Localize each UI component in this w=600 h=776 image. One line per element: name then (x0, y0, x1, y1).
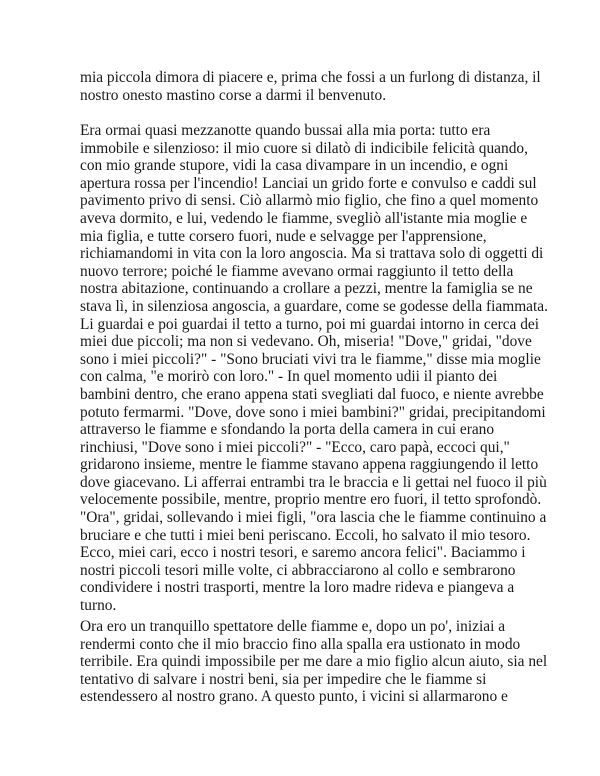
text-line: nostri piccoli tesori mille volte, ci abbracciarono al collo e sembrarono (80, 561, 516, 579)
text-line: Era ormai quasi mezzanotte quando bussai alla mia porta: tutto era (80, 122, 491, 139)
text-line: bambini dentro, che erano appena stati svegliati dal fuoco, e niente avrebbe (80, 385, 544, 403)
text-line: dove giacevano. Li afferrai entrambi tra le braccia e li gettai nel fuoco il più (80, 473, 547, 491)
text-line: mia piccola dimora di piacere e, prima che fossi a un furlong di distanza, il (80, 69, 541, 86)
text-line: sono i miei piccoli?" - "Sono bruciati vivi tra le fiamme," disse mia moglie (80, 350, 541, 368)
text-line: con mio grande stupore, vidi la casa divampare in un incendio, e ogni (80, 157, 509, 175)
text-line: tentativo di salvare i nostri beni, sia per impedire che le fiamme si (80, 670, 487, 688)
text-line: pavimento privo di sensi. Ciò allarmò mio figlio, che fino a quel momento (80, 192, 539, 210)
text-line: miei due piccoli; ma non si vedevano. Oh, miseria! "Dove," gridai, "dove (80, 333, 532, 351)
text-line: terribile. Era quindi impossibile per me dare a mio figlio alcun aiuto, sia nel (80, 653, 548, 671)
text-line: bruciare e che tutti i miei beni periscano. Eccoli, ho salvato il mio tesoro. (80, 526, 531, 544)
text-line: nuovo terrore; poiché le fiamme avevano ormai raggiunto il tetto della (80, 262, 514, 280)
text-line: stava lì, in silenziosa angoscia, a guardare, come se godesse della fiammata. (80, 297, 548, 315)
text-line: nostro onesto mastino corse a darmi il benvenuto. (80, 86, 387, 104)
text-line: Li guardai e poi guardai il tetto a turno, poi mi guardai intorno in cerca dei (80, 315, 540, 333)
text-line: immobile e silenzioso: il mio cuore si dilatò di indicibile felicità quando, (80, 139, 528, 157)
paragraph-1 (80, 69, 541, 104)
paragraph-3 (80, 618, 548, 706)
text-line: velocemente possibile, mentre, proprio mentre ero fuori, il tetto sprofondò. (80, 491, 542, 509)
text-line: apertura rossa per l'incendio! Lanciai un grido forte e convulso e caddi sul (80, 174, 537, 192)
text-line: Ora ero un tranquillo spettatore delle fiamme e, dopo un po', iniziai a (80, 618, 506, 635)
text-line: rinchiusi, "Dove sono i miei piccoli?" - "Ecco, caro papà, eccoci qui," (80, 438, 510, 456)
text-line: Ecco, miei cari, ecco i nostri tesori, e saremo ancora felici". Baciammo i (80, 544, 526, 562)
text-line: condividere i nostri trasporti, mentre la loro madre rideva e piangeva a (80, 579, 515, 597)
text-line: nostra abitazione, continuando a crollare a pezzi, mentre la famiglia se ne (80, 280, 533, 298)
text-line: "Ora", gridai, sollevando i miei figli, "ora lascia che le fiamme continuino a (80, 509, 547, 527)
text-line: attraverso le fiamme e sfondando la porta della camera in cui erano (80, 421, 495, 439)
text-line: mia figlia, e tutte corsero fuori, nude e selvagge per l'apprensione, (80, 227, 487, 245)
text-line: gridarono insieme, mentre le fiamme stavano appena raggiungendo il letto (80, 456, 539, 474)
text-line: estendessero al nostro grano. A questo punto, i vicini si allarmarono e (80, 688, 508, 706)
text-line: turno. (80, 597, 117, 615)
text-line: rendermi conto che il mio braccio fino alla spalla era ustionato in modo (80, 635, 521, 653)
paragraph-2 (80, 122, 548, 615)
text-line: potuto fermarmi. "Dove, dove sono i miei bambini?" gridai, precipitandomi (80, 403, 546, 421)
text-line: richiamandomi in vita con la loro angoscia. Ma si trattava solo di oggetti di (80, 245, 544, 263)
text-line: aveva dormito, e lui, vedendo le fiamme, svegliò all'istante mia moglie e (80, 209, 528, 227)
text-line: con calma, "e morirò con loro." - In quel momento udii il pianto dei (80, 368, 498, 386)
